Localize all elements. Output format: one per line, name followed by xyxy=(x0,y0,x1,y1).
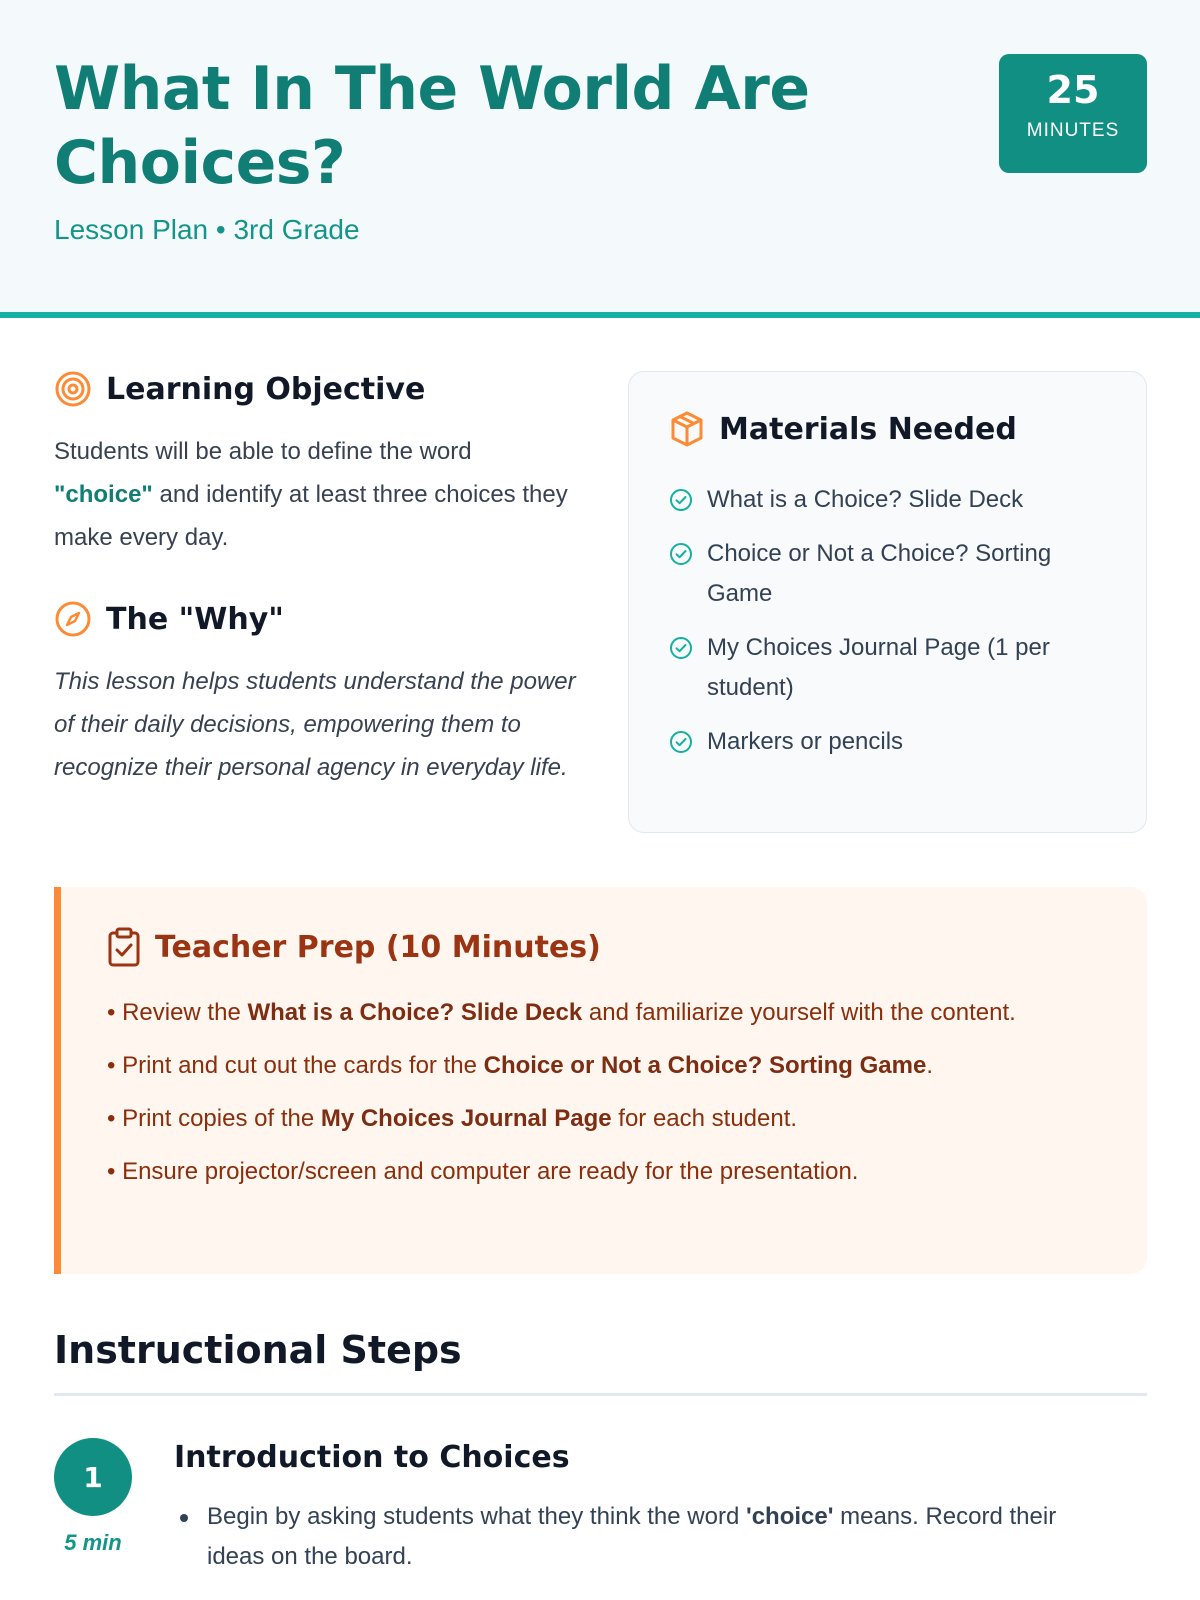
package-icon xyxy=(669,410,705,448)
materials-item-label: What is a Choice? Slide Deck xyxy=(707,486,1024,513)
objective-title: Learning Objective xyxy=(106,371,426,407)
prep-item-resource: My Choices Journal Page xyxy=(320,1105,612,1132)
check-circle-icon xyxy=(669,636,693,660)
check-circle-icon xyxy=(669,488,693,512)
prep-item-resource: What is a Choice? Slide Deck xyxy=(247,999,583,1026)
why-title: The "Why" xyxy=(106,601,284,637)
materials-heading xyxy=(669,410,1017,448)
materials-item xyxy=(669,534,1109,614)
prep-item-resource: Choice or Not a Choice? Sorting Game xyxy=(483,1052,927,1079)
prep-item-text: • Print copies of the xyxy=(107,1105,321,1132)
why-text: This lesson helps students understand the power of their daily decisions, empowering them to recognize their personal agency in everyday life. xyxy=(54,668,576,781)
lesson-header xyxy=(0,0,1200,318)
step-bullet-keyword: 'choice' xyxy=(745,1503,834,1530)
step-title: Introduction to Choices xyxy=(174,1440,570,1475)
objective-text-start: Students will be able to define the word xyxy=(54,438,472,465)
step-bullets xyxy=(174,1497,1114,1577)
prep-heading xyxy=(107,927,601,967)
materials-list xyxy=(669,480,1109,776)
steps-heading: Instructional Steps xyxy=(54,1328,462,1372)
compass-icon xyxy=(54,600,92,638)
step-number: 1 xyxy=(54,1438,132,1516)
materials-item-label: My Choices Journal Page (1 per student) xyxy=(707,634,1050,701)
check-circle-icon xyxy=(669,730,693,754)
prep-item xyxy=(107,1046,1067,1086)
duration-unit: MINUTES xyxy=(1026,120,1120,141)
teacher-prep-card xyxy=(54,887,1147,1274)
prep-title: Teacher Prep (10 Minutes) xyxy=(155,929,601,965)
step-bullet xyxy=(174,1497,1114,1577)
materials-item xyxy=(669,722,1109,762)
materials-card xyxy=(628,371,1147,833)
objective-keyword: "choice" xyxy=(54,481,153,508)
objective-text-end: and identify at least three choices they make every day. xyxy=(54,481,568,551)
target-icon xyxy=(54,370,92,408)
materials-item xyxy=(669,628,1109,708)
materials-item-label: Markers or pencils xyxy=(707,728,904,755)
steps-divider xyxy=(54,1393,1147,1396)
prep-item-text-end: and familiarize yourself with the content. xyxy=(582,999,1016,1026)
prep-item-text: • Print and cut out the cards for the xyxy=(107,1052,484,1079)
check-circle-icon xyxy=(669,542,693,566)
materials-item-label: Choice or Not a Choice? Sorting Game xyxy=(707,540,1052,607)
prep-item xyxy=(107,993,1067,1033)
materials-item xyxy=(669,480,1109,520)
lesson-subtitle: Lesson Plan • 3rd Grade xyxy=(54,214,360,245)
step-bullet-text-end: means. Record their ideas on the board. xyxy=(207,1503,1057,1570)
prep-list xyxy=(107,993,1067,1205)
prep-item xyxy=(107,1099,1067,1139)
prep-item-text: • Review the xyxy=(107,999,248,1026)
step-bullet-text: Begin by asking students what they think the word xyxy=(207,1503,746,1530)
objective-text xyxy=(54,430,574,559)
step-duration: 5 min xyxy=(64,1530,122,1555)
duration-value: 25 xyxy=(1046,68,1100,112)
prep-item-text: • Ensure projector/screen and computer are ready for the presentation. xyxy=(107,1158,859,1185)
clipboard-check-icon xyxy=(107,927,141,967)
materials-title: Materials Needed xyxy=(719,411,1017,447)
page-title: What In The World Are Choices? xyxy=(54,54,810,198)
objective-heading xyxy=(54,370,425,408)
why-heading xyxy=(54,600,284,638)
duration-badge xyxy=(999,54,1147,173)
prep-item xyxy=(107,1152,1067,1192)
prep-item-text-end: . xyxy=(926,1052,934,1079)
prep-item-text-end: for each student. xyxy=(611,1105,798,1132)
